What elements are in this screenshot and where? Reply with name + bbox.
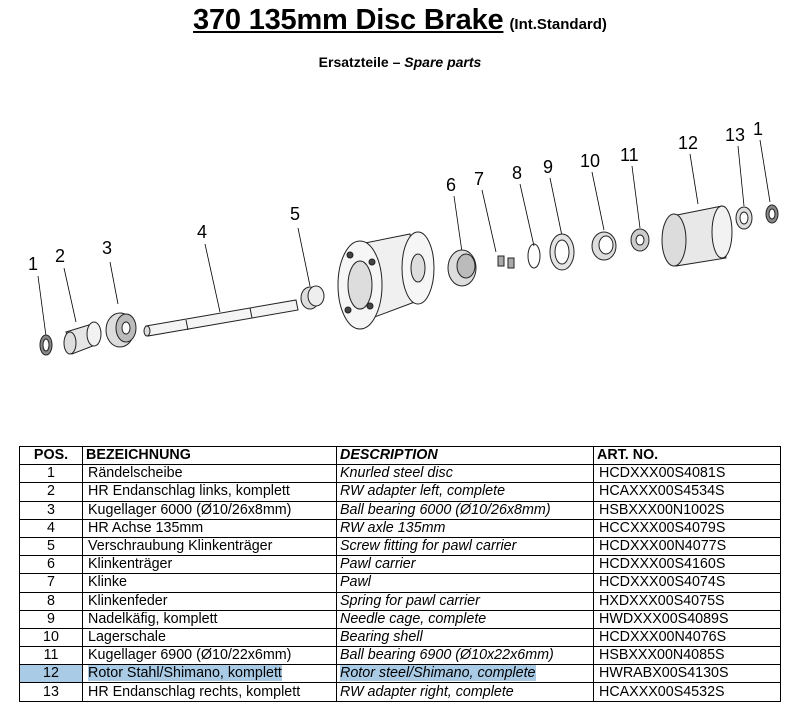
table-header-row bbox=[20, 447, 781, 465]
callout-9: 9 bbox=[543, 157, 554, 177]
title-standard: (Int.Standard) bbox=[509, 16, 607, 33]
title-main: 370 135mm Disc Brake bbox=[193, 4, 504, 36]
cell-art-no: HCAXXX00S4534S bbox=[594, 483, 781, 501]
cell-pos: 8 bbox=[20, 592, 83, 610]
cell-description: Ball bearing 6000 (Ø10/26x8mm) bbox=[337, 501, 594, 519]
header-description: DESCRIPTION bbox=[337, 447, 594, 465]
cell-pos: 1 bbox=[20, 465, 83, 483]
callout-10: 10 bbox=[580, 151, 601, 171]
cell-bezeichnung: Klinkenträger bbox=[83, 556, 337, 574]
callout-6: 6 bbox=[446, 175, 457, 195]
cell-art-no: HCDXXX00S4081S bbox=[594, 465, 781, 483]
table-row bbox=[20, 628, 781, 646]
callout-7: 7 bbox=[474, 169, 485, 189]
cell-art-no: HCDXXX00S4074S bbox=[594, 574, 781, 592]
spare-parts-table bbox=[19, 446, 781, 702]
cell-pos: 7 bbox=[20, 574, 83, 592]
header-pos: POS. bbox=[20, 447, 83, 465]
cell-pos: 12 bbox=[20, 665, 83, 683]
cell-description: Needle cage, complete bbox=[337, 610, 594, 628]
cell-description: Pawl bbox=[337, 574, 594, 592]
table-row bbox=[20, 592, 781, 610]
cell-description: Bearing shell bbox=[337, 628, 594, 646]
cell-bezeichnung: Kugellager 6000 (Ø10/26x8mm) bbox=[83, 501, 337, 519]
cell-art-no: HSBXXX00N1002S bbox=[594, 501, 781, 519]
callout-3: 3 bbox=[102, 238, 113, 258]
callout-2: 2 bbox=[55, 246, 66, 266]
cell-bezeichnung: Kugellager 6900 (Ø10/22x6mm) bbox=[83, 647, 337, 665]
cell-description: RW axle 135mm bbox=[337, 519, 594, 537]
cell-description: RW adapter right, complete bbox=[337, 683, 594, 701]
callout-4: 4 bbox=[197, 222, 208, 242]
cell-bezeichnung: HR Endanschlag links, komplett bbox=[83, 483, 337, 501]
cell-description: Knurled steel disc bbox=[337, 465, 594, 483]
cell-art-no: HWRABX00S4130S bbox=[594, 665, 781, 683]
cell-description: Spring for pawl carrier bbox=[337, 592, 594, 610]
cell-pos: 13 bbox=[20, 683, 83, 701]
cell-art-no: HCCXXX00S4079S bbox=[594, 519, 781, 537]
cell-art-no: HCAXXX00S4532S bbox=[594, 683, 781, 701]
callout-13: 13 bbox=[725, 125, 746, 145]
cell-pos: 10 bbox=[20, 628, 83, 646]
cell-art-no: HXDXXX00S4075S bbox=[594, 592, 781, 610]
cell-art-no: HCDXXX00N4077S bbox=[594, 537, 781, 555]
callout-11: 11 bbox=[620, 145, 639, 165]
cell-bezeichnung bbox=[83, 665, 337, 683]
cell-bezeichnung: Klinke bbox=[83, 574, 337, 592]
highlighted-text: Rotor Stahl/Shimano, komplett bbox=[88, 665, 282, 682]
cell-bezeichnung: HR Achse 135mm bbox=[83, 519, 337, 537]
cell-bezeichnung: Lagerschale bbox=[83, 628, 337, 646]
table-row bbox=[20, 610, 781, 628]
cell-art-no: HSBXXX00N4085S bbox=[594, 647, 781, 665]
cell-art-no: HCDXXX00N4076S bbox=[594, 628, 781, 646]
cell-pos: 4 bbox=[20, 519, 83, 537]
cell-pos: 2 bbox=[20, 483, 83, 501]
cell-art-no: HCDXXX00S4160S bbox=[594, 556, 781, 574]
cell-bezeichnung: Nadelkäfig, komplett bbox=[83, 610, 337, 628]
highlighted-text: Rotor steel/Shimano, complete bbox=[340, 665, 536, 682]
callout-5: 5 bbox=[290, 204, 301, 224]
cell-bezeichnung: HR Endanschlag rechts, komplett bbox=[83, 683, 337, 701]
table-row bbox=[20, 556, 781, 574]
table-row bbox=[20, 647, 781, 665]
table-row-highlighted bbox=[20, 665, 781, 683]
cell-art-no: HWDXXX00S4089S bbox=[594, 610, 781, 628]
table-row bbox=[20, 465, 781, 483]
header-bezeichnung: BEZEICHNUNG bbox=[83, 447, 337, 465]
callout-8: 8 bbox=[512, 163, 523, 183]
cell-description: Screw fitting for pawl carrier bbox=[337, 537, 594, 555]
cell-pos: 11 bbox=[20, 647, 83, 665]
callout-1-right: 1 bbox=[753, 119, 764, 139]
cell-pos: 3 bbox=[20, 501, 83, 519]
table-row bbox=[20, 501, 781, 519]
cell-description: RW adapter left, complete bbox=[337, 483, 594, 501]
table-row bbox=[20, 519, 781, 537]
cell-description: Pawl carrier bbox=[337, 556, 594, 574]
cell-bezeichnung: Rändelscheibe bbox=[83, 465, 337, 483]
header-art-no: ART. NO. bbox=[594, 447, 781, 465]
cell-pos: 6 bbox=[20, 556, 83, 574]
table-row bbox=[20, 537, 781, 555]
callout-12: 12 bbox=[678, 133, 699, 153]
cell-bezeichnung: Verschraubung Klinkenträger bbox=[83, 537, 337, 555]
table-row bbox=[20, 683, 781, 701]
subtitle-german: Ersatzteile – bbox=[318, 54, 401, 70]
cell-description bbox=[337, 665, 594, 683]
cell-pos: 5 bbox=[20, 537, 83, 555]
table-row bbox=[20, 574, 781, 592]
cell-bezeichnung: Klinkenfeder bbox=[83, 592, 337, 610]
cell-description: Ball bearing 6900 (Ø10x22x6mm) bbox=[337, 647, 594, 665]
cell-pos: 9 bbox=[20, 610, 83, 628]
callout-1-left: 1 bbox=[28, 254, 39, 274]
table-row bbox=[20, 483, 781, 501]
subtitle-english: Spare parts bbox=[404, 54, 482, 70]
